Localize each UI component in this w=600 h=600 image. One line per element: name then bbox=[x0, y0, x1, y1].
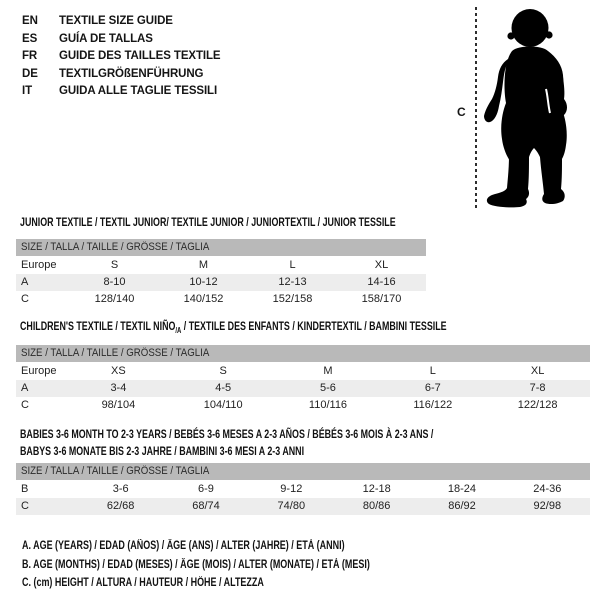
table-cell: 98/104 bbox=[101, 399, 136, 411]
table-cell: 116/122 bbox=[413, 399, 453, 411]
height-measure-label: C bbox=[457, 105, 466, 119]
table-row-age-months bbox=[16, 481, 590, 499]
baby-height-figure bbox=[455, 0, 600, 214]
table-row-age-years bbox=[16, 380, 590, 397]
babies-table-title bbox=[20, 426, 433, 460]
babies-title-line2: BABYS 3-6 MONATE BIS 2-3 JAHRE / BAMBINI 3-6 MESI A 2-3 ANNI bbox=[20, 444, 305, 458]
table-row-age-years bbox=[16, 274, 426, 291]
height-reference-dashed-line bbox=[475, 7, 477, 208]
table-cell: 3-4 bbox=[66, 380, 171, 397]
junior-table-title: JUNIOR TEXTILE / TEXTIL JUNIOR/ TEXTILE JUNIOR / JUNIORTEXTIL / JUNIOR TESSILE bbox=[20, 215, 396, 229]
table-cell: 92/98 bbox=[505, 498, 590, 515]
table-cell: 18-24 bbox=[447, 483, 477, 495]
language-code: DE bbox=[22, 67, 38, 80]
table-cell: 110/116 bbox=[308, 399, 348, 411]
table-cell: 6-9 bbox=[198, 483, 214, 495]
children-table-title: CHILDREN'S TEXTILE / TEXTIL $NIÑO_{/A}$ / TEXTILE DES ENFANTS / KINDERTEXTIL / BAMBINI TESSILE bbox=[20, 319, 447, 335]
row-label-cell: B bbox=[21, 483, 29, 495]
table-cell: 86/92 bbox=[419, 498, 504, 515]
row-label-cell: C bbox=[21, 399, 29, 411]
table-cell: 152/158 bbox=[272, 293, 313, 305]
row-label-cell: A bbox=[16, 380, 66, 397]
junior-size-table bbox=[16, 239, 426, 308]
language-row-de bbox=[22, 66, 221, 84]
table-cell: 8-10 bbox=[70, 274, 159, 291]
table-cell: XL bbox=[530, 365, 545, 377]
children-size-table bbox=[16, 345, 590, 414]
guide-title-fr: GUIDE DES TAILLES TEXTILE bbox=[59, 50, 221, 62]
language-code: IT bbox=[22, 85, 33, 97]
language-title-list bbox=[22, 13, 221, 101]
table-cell: M bbox=[198, 259, 209, 271]
language-code: FR bbox=[22, 50, 38, 62]
table-cell: 68/74 bbox=[163, 498, 248, 515]
table-cell: 5-6 bbox=[276, 380, 381, 397]
babies-title-line1: BABIES 3-6 MONTH TO 2-3 YEARS / BEBÉS 3-6 MESES A 2-3 AÑOS / BÉBÉS 3-6 MOIS À 2-3 ANS / bbox=[20, 427, 434, 441]
guide-title-de: TEXTILGRÖßENFÜHRUNG bbox=[59, 67, 204, 80]
table-row-europe bbox=[16, 363, 590, 381]
language-row-es bbox=[22, 31, 221, 49]
table-cell: M bbox=[323, 365, 333, 377]
table-row-height-cm bbox=[16, 291, 426, 308]
table-header-band bbox=[16, 345, 590, 363]
row-label-cell: Europe bbox=[21, 259, 57, 271]
guide-title-en: TEXTILE SIZE GUIDE bbox=[59, 15, 173, 27]
guide-title-it: GUIDA ALLE TAGLIE TESSILI bbox=[59, 85, 218, 97]
table-row-height-cm bbox=[16, 498, 590, 515]
language-row-it bbox=[22, 83, 221, 101]
table-cell: 104/110 bbox=[203, 399, 243, 411]
language-code: ES bbox=[22, 32, 38, 45]
row-label-cell: C bbox=[16, 498, 78, 515]
table-cell: 4-5 bbox=[171, 380, 276, 397]
table-cell: 3-6 bbox=[112, 483, 129, 495]
footnote-age-years: A. AGE (YEARS) / EDAD (AÑOS) / ÂGE (ANS) / ALTER (JAHRE) / ETÀ (ANNI) bbox=[22, 540, 345, 552]
table-cell: 12-13 bbox=[248, 274, 337, 291]
table-header-band bbox=[16, 463, 590, 481]
language-code: EN bbox=[22, 15, 38, 27]
table-cell: S bbox=[110, 259, 119, 271]
babies-size-table bbox=[16, 463, 590, 515]
row-label-cell: Europe bbox=[21, 365, 57, 377]
table-cell: 9-12 bbox=[280, 483, 303, 495]
size-header-cell: SIZE / TALLA / TAILLE / GRÖSSE / TAGLIA bbox=[16, 345, 590, 363]
table-cell: L bbox=[429, 365, 436, 377]
row-label-cell: C bbox=[21, 293, 29, 305]
table-cell: 62/68 bbox=[78, 498, 163, 515]
footnote-age-months: B. AGE (MONTHS) / EDAD (MESES) / ÂGE (MOIS) / ALTER (MONATE) / ETÀ (MESI) bbox=[22, 558, 370, 571]
size-header-cell: SIZE / TALLA / TAILLE / GRÖSSE / TAGLIA bbox=[16, 463, 590, 481]
table-cell: 158/170 bbox=[361, 293, 402, 305]
table-header-band bbox=[16, 239, 426, 257]
table-cell: XL bbox=[374, 259, 389, 271]
language-row-en bbox=[22, 13, 221, 31]
table-row-europe bbox=[16, 257, 426, 275]
table-cell: S bbox=[219, 365, 227, 377]
row-label-cell: A bbox=[16, 274, 70, 291]
table-cell: XS bbox=[111, 365, 126, 377]
table-cell: 10-12 bbox=[159, 274, 248, 291]
table-cell: 7-8 bbox=[485, 380, 590, 397]
language-row-fr bbox=[22, 48, 221, 66]
table-cell: 74/80 bbox=[249, 498, 334, 515]
table-cell: 12-18 bbox=[362, 483, 391, 495]
table-cell: 122/128 bbox=[517, 399, 558, 411]
table-cell: 80/86 bbox=[334, 498, 419, 515]
footnote-height-cm: C. (cm) HEIGHT / ALTURA / HAUTEUR / HÖHE / ALTEZZA bbox=[22, 577, 264, 589]
table-cell: 140/152 bbox=[183, 293, 224, 305]
table-cell: 6-7 bbox=[380, 380, 485, 397]
guide-title-es: GUÍA DE TALLAS bbox=[59, 32, 153, 45]
size-header-cell: SIZE / TALLA / TAILLE / GRÖSSE / TAGLIA bbox=[16, 239, 426, 257]
table-cell: 24-36 bbox=[533, 483, 562, 495]
baby-silhouette-icon bbox=[482, 5, 600, 211]
table-cell: 128/140 bbox=[94, 293, 135, 305]
table-row-height-cm bbox=[16, 397, 590, 414]
table-cell: L bbox=[289, 259, 296, 271]
footnote-legend bbox=[22, 537, 468, 593]
table-cell: 14-16 bbox=[337, 274, 426, 291]
